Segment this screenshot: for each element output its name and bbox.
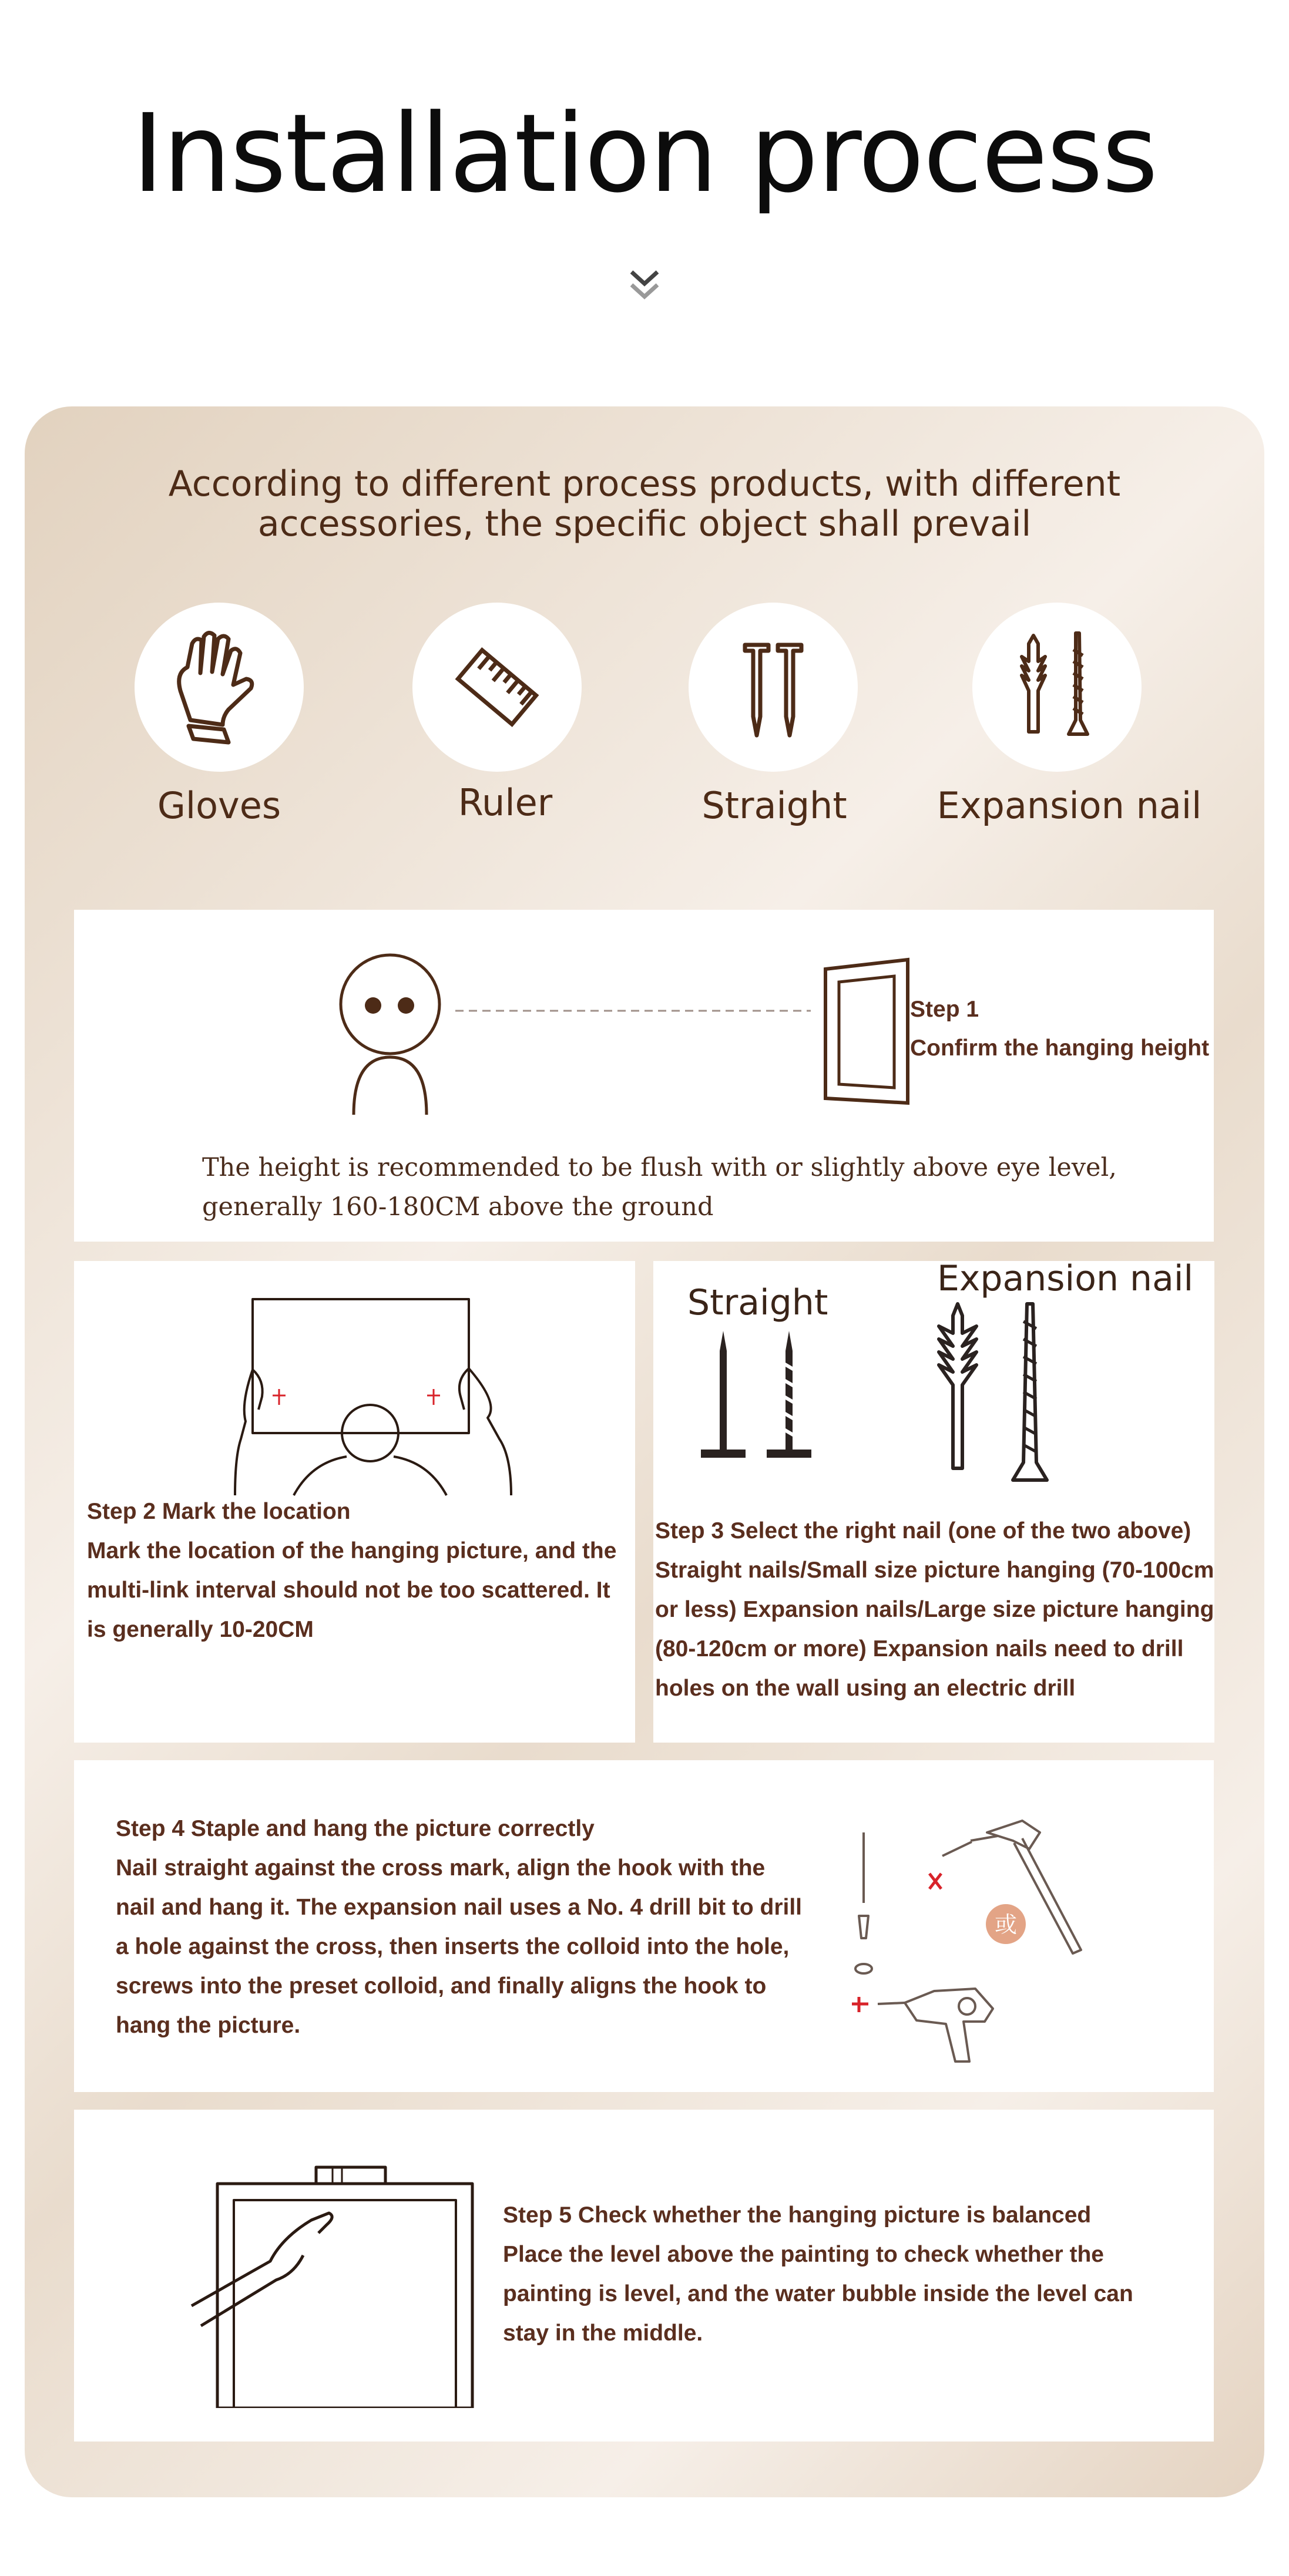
eye-level-illustration	[329, 951, 917, 1122]
straight-nail-icon	[696, 1327, 825, 1462]
accessory-label: Gloves	[157, 784, 281, 827]
intro-text	[118, 464, 1171, 544]
step4-line: Nail straight against the cross mark, align the hook with the	[116, 1855, 766, 1881]
step3-label-straight: Straight	[687, 1282, 828, 1323]
step1-note-line: generally 160-180CM above the ground	[202, 1192, 714, 1222]
step1-note	[202, 1148, 1201, 1227]
expansion-nail-icon	[922, 1298, 1063, 1486]
ruler-icon	[412, 603, 582, 772]
expansion-nail-icon	[972, 603, 1142, 772]
step3-line: (80-120cm or more) Expansion nails need to drill	[655, 1636, 1184, 1662]
step4-title: Step 4 Staple and hang the picture correctly	[116, 1816, 595, 1841]
step4-line: nail and hang it. The expansion nail uses a No. 4 drill bit to drill	[116, 1895, 803, 1920]
mark-location-illustration	[223, 1292, 523, 1498]
accessory-label: Straight	[701, 784, 847, 827]
step3-line: holes on the wall using an electric drill	[655, 1676, 1076, 1701]
intro-line: accessories, the specific object shall prevail	[257, 503, 1032, 544]
step3-line: or less) Expansion nails/Large size picture hanging	[655, 1597, 1214, 1622]
or-badge: 或	[994, 1912, 1018, 1938]
accessory-ruler	[412, 603, 582, 772]
hammer-drill-illustration	[846, 1815, 1128, 2067]
step2-line: multi-link interval should not be too scattered. It	[87, 1578, 610, 1603]
step2-line: Mark the location of the hanging picture, and the	[87, 1538, 617, 1563]
step1-note-line: The height is recommended to be flush with or slightly above eye level,	[202, 1153, 1117, 1182]
straight-nail-icon	[689, 603, 858, 772]
gloves-icon	[135, 603, 304, 772]
step2-line: is generally 10-20CM	[87, 1617, 314, 1642]
step1-title: Step 1	[910, 997, 979, 1022]
step4-line: screws into the preset colloid, and finally aligns the hook to	[116, 1973, 767, 1999]
accessory-expansion-nail	[972, 603, 1142, 772]
step5-line: painting is level, and the water bubble inside the level can	[503, 2281, 1133, 2306]
step3-line: Straight nails/Small size picture hanging (70-100cm	[655, 1558, 1214, 1583]
step1-subtitle: Confirm the hanging height	[910, 1035, 1210, 1061]
chevron-down-icon	[627, 267, 662, 302]
level-check-illustration	[188, 2150, 494, 2408]
step3-title: Step 3 Select the right nail (one of the two above)	[655, 1518, 1191, 1543]
step4-line: a hole against the cross, then inserts the colloid into the hole,	[116, 1934, 790, 1959]
step5-line: stay in the middle.	[503, 2321, 703, 2346]
accessory-gloves	[135, 603, 304, 772]
step2-text	[87, 1531, 627, 1649]
page-title: Installation process	[132, 91, 1157, 217]
step5-title: Step 5 Check whether the hanging picture is balanced	[503, 2202, 1092, 2228]
intro-line: According to different process products, with different	[168, 463, 1121, 505]
accessory-straight	[689, 603, 858, 772]
accessory-label: Expansion nail	[936, 784, 1202, 827]
step5-line: Place the level above the painting to check whether the	[503, 2242, 1104, 2267]
step4-text	[116, 1848, 880, 2045]
step3-text	[655, 1551, 1219, 1708]
step4-line: hang the picture.	[116, 2013, 301, 2038]
accessory-label: Ruler	[458, 781, 553, 824]
step5-text	[503, 2235, 1208, 2353]
step2-title: Step 2 Mark the location	[87, 1499, 351, 1524]
step3-label-expansion: Expansion nail	[937, 1258, 1194, 1299]
